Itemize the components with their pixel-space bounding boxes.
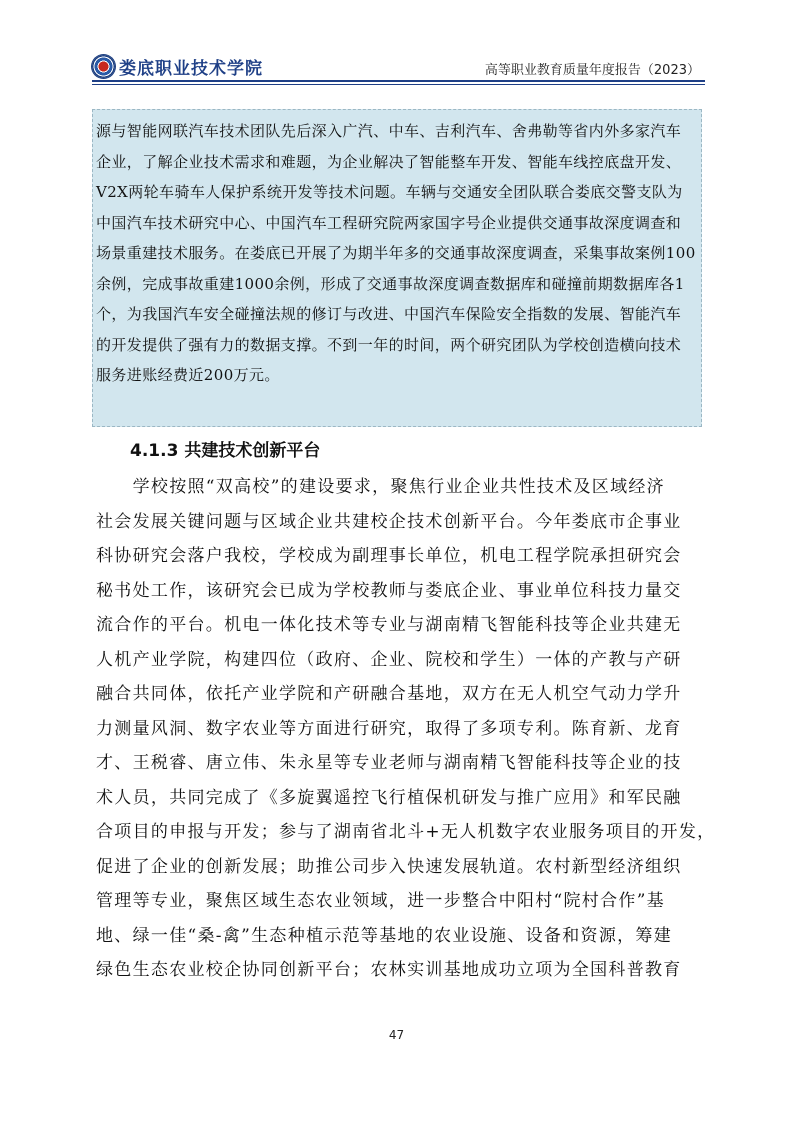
body-line: 学校按照“双高校”的建设要求，聚焦行业企业共性技术及区域经济 <box>96 477 665 497</box>
page-header <box>0 0 793 82</box>
header-divider-thin <box>92 84 705 85</box>
body-line: 管理等专业，聚焦区域生态农业领域，进一步整合中阳村“院村合作”基 <box>96 891 665 911</box>
highlight-line: 源与智能网联汽车技术团队先后深入广汽、中车、吉利汽车、舍弗勒等省内外多家汽车 <box>96 122 682 140</box>
body-line: 人机产业学院，构建四位（政府、企业、院校和学生）一体的产教与产研 <box>96 649 682 670</box>
highlight-line: V2X两轮车骑车人保护系统开发等技术问题。车辆与交通安全团队联合娄底交警支队为 <box>96 183 683 201</box>
highlight-line: 个，为我国汽车安全碰撞法规的修订与改进、中国汽车保险安全指数的发展、智能汽车 <box>96 305 682 323</box>
body-line: 绿色生态农业校企协同创新平台；农林实训基地成功立项为全国科普教育 <box>96 960 682 980</box>
highlight-line: 余例，完成事故重建1000余例，形成了交通事故深度调查数据库和碰撞前期数据库各1 <box>96 274 685 293</box>
highlight-line: 企业，了解企业技术需求和难题，为企业解决了智能整车开发、智能车线控底盘开发、 <box>96 152 682 171</box>
body-line: 合项目的申报与开发；参与了湖南省北斗+无人机数字农业服务项目的开发， <box>96 822 716 842</box>
school-logo-icon <box>92 55 115 78</box>
body-line: 秘书处工作，该研究会已成为学校教师与娄底企业、事业单位科技力量交 <box>96 580 682 601</box>
body-paragraph <box>96 470 716 988</box>
highlight-line: 场景重建技术服务。在娄底已开展了为期半年多的交通事故深度调查，采集事故案例100 <box>96 244 696 262</box>
header-divider <box>92 80 705 82</box>
body-line: 流合作的平台。机电一体化技术等专业与湖南精飞智能科技等企业共建无 <box>96 615 682 635</box>
body-line: 术人员，共同完成了《多旋翼遥控飞行植保机研发与推广应用》和军民融 <box>96 787 682 808</box>
body-line: 地、绿一佳“桑-禽”生态种植示范等基地的农业设施、设备和资源，筹建 <box>96 925 673 946</box>
body-line: 社会发展关键问题与区域企业共建校企技术创新平台。今年娄底市企事业 <box>96 511 682 532</box>
report-title: 高等职业教育质量年度报告（2023） <box>484 63 700 78</box>
highlight-line: 的开发提供了强有力的数据支撑。不到一年的时间，两个研究团队为学校创造横向技术 <box>96 335 682 354</box>
body-line: 科协研究会落户我校，学校成为副理事长单位，机电工程学院承担研究会 <box>96 546 682 566</box>
case-highlight-text <box>96 116 702 391</box>
highlight-line: 服务进账经费近200万元。 <box>96 366 280 384</box>
section-heading: 4.1.3 共建技术创新平台 <box>130 441 321 461</box>
school-name: 娄底职业技术学院 <box>119 59 263 79</box>
body-line: 融合共同体，依托产业学院和产研融合基地，双方在无人机空气动力学升 <box>96 684 682 704</box>
body-line: 力测量风洞、数字农业等方面进行研究，取得了多项专利。陈育新、龙育 <box>96 718 682 739</box>
page-number: 47 <box>388 1028 405 1042</box>
body-line: 才、王税睿、唐立伟、朱永星等专业老师与湖南精飞智能科技等企业的技 <box>96 753 682 773</box>
body-line: 促进了企业的创新发展；助推公司步入快速发展轨道。农村新型经济组织 <box>96 856 682 877</box>
highlight-line: 中国汽车技术研究中心、中国汽车工程研究院两家国字号企业提供交通事故深度调查和 <box>96 213 682 232</box>
